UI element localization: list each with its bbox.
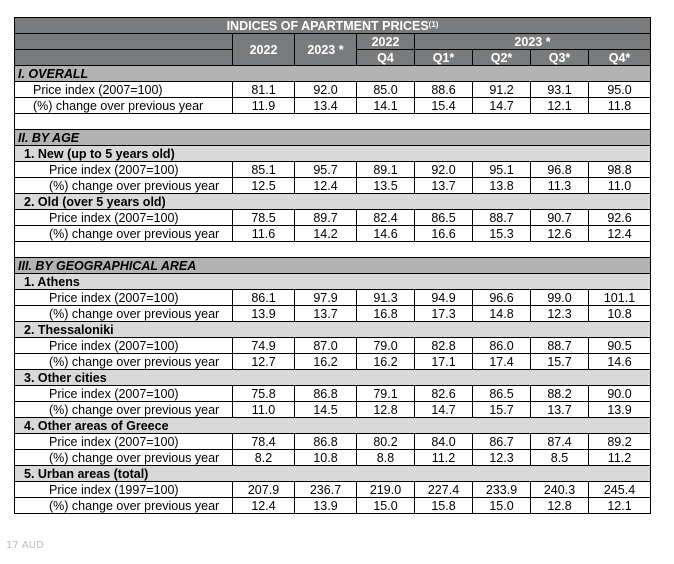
table-cell: 15.8 <box>415 498 473 514</box>
table-cell: 13.5 <box>357 178 415 194</box>
table-cell: 240.3 <box>531 482 589 498</box>
table-cell: 86.1 <box>233 290 295 306</box>
table-cell: 88.2 <box>531 386 589 402</box>
subgroup-label <box>15 274 651 290</box>
table-row <box>15 354 651 370</box>
table-cell: 93.1 <box>531 82 589 98</box>
col-q3-2023: Q3* <box>531 50 589 66</box>
table-cell: 12.5 <box>233 178 295 194</box>
table-cell: 14.5 <box>295 402 357 418</box>
row-label: Price index (1997=100) <box>15 482 233 498</box>
table-cell: 87.4 <box>531 434 589 450</box>
row-label: (%) change over previous year <box>15 498 233 514</box>
table-cell: 12.8 <box>357 402 415 418</box>
table-cell: 16.2 <box>295 354 357 370</box>
table-cell: 92.0 <box>415 162 473 178</box>
table-cell: 15.4 <box>415 98 473 114</box>
table-cell: 11.0 <box>589 178 651 194</box>
subgroup-label-text: 3. Other cities <box>24 370 107 385</box>
table-cell: 14.7 <box>415 402 473 418</box>
table-cell: 17.3 <box>415 306 473 322</box>
table-cell: 78.4 <box>233 434 295 450</box>
section-header <box>15 66 651 82</box>
table-row <box>15 450 651 466</box>
table-cell: 14.6 <box>357 226 415 242</box>
table-cell: 13.9 <box>589 402 651 418</box>
table-cell: 88.7 <box>531 338 589 354</box>
table-cell: 89.2 <box>589 434 651 450</box>
table-cell: 87.0 <box>295 338 357 354</box>
table-cell: 97.9 <box>295 290 357 306</box>
table-row <box>15 306 651 322</box>
table-cell: 90.7 <box>531 210 589 226</box>
subgroup-label-text: 4. Other areas of Greece <box>24 418 169 433</box>
col-2022: 2022 <box>233 34 295 66</box>
table-cell: 12.6 <box>531 226 589 242</box>
table-cell: 11.8 <box>589 98 651 114</box>
table-cell: 88.7 <box>473 210 531 226</box>
table-cell: 88.6 <box>415 82 473 98</box>
table-cell: 12.7 <box>233 354 295 370</box>
table-cell: 16.8 <box>357 306 415 322</box>
table-row <box>15 226 651 242</box>
table-cell: 91.2 <box>473 82 531 98</box>
table-row <box>15 402 651 418</box>
subgroup-header <box>15 418 651 434</box>
table-cell: 85.1 <box>233 162 295 178</box>
table-cell: 15.7 <box>531 354 589 370</box>
subgroup-header <box>15 194 651 210</box>
subgroup-label-text: 2. Old (over 5 years old) <box>24 194 166 209</box>
col-q1-2023: Q1* <box>415 50 473 66</box>
col-2023: 2023 * <box>295 34 357 66</box>
table-cell: 11.9 <box>233 98 295 114</box>
subgroup-header <box>15 274 651 290</box>
table-cell: 13.9 <box>295 498 357 514</box>
col-q4-2022: Q4 <box>357 50 415 66</box>
col-group-2022: 2022 <box>357 34 415 50</box>
table-cell: 78.5 <box>233 210 295 226</box>
col-group-2023: 2023 * <box>415 34 651 50</box>
table-cell: 17.1 <box>415 354 473 370</box>
table-cell: 90.5 <box>589 338 651 354</box>
table-cell: 8.5 <box>531 450 589 466</box>
section-header <box>15 130 651 146</box>
table-cell: 80.2 <box>357 434 415 450</box>
table-cell: 15.3 <box>473 226 531 242</box>
row-label: Price index (2007=100) <box>15 162 233 178</box>
table-cell: 8.2 <box>233 450 295 466</box>
section-spacer <box>15 242 651 258</box>
table-cell: 227.4 <box>415 482 473 498</box>
subgroup-label <box>15 466 651 482</box>
row-label: Price index (2007=100) <box>15 386 233 402</box>
table-row <box>15 290 651 306</box>
section-spacer <box>15 114 651 130</box>
subgroup-header <box>15 466 651 482</box>
header-row-1 <box>15 34 651 50</box>
table-cell: 13.7 <box>295 306 357 322</box>
table-cell: 16.6 <box>415 226 473 242</box>
subgroup-label-text: 5. Urban areas (total) <box>24 466 149 481</box>
table-row <box>15 434 651 450</box>
row-label: (%) change over previous year <box>15 306 233 322</box>
table-cell: 86.5 <box>415 210 473 226</box>
table-cell: 14.8 <box>473 306 531 322</box>
table-cell: 95.0 <box>589 82 651 98</box>
table-cell: 13.8 <box>473 178 531 194</box>
table-cell: 92.6 <box>589 210 651 226</box>
table-cell: 75.8 <box>233 386 295 402</box>
table-cell: 10.8 <box>589 306 651 322</box>
section-label: I. OVERALL <box>15 66 651 82</box>
table-cell: 11.2 <box>589 450 651 466</box>
table-cell: 13.9 <box>233 306 295 322</box>
table-title: INDICES OF APARTMENT PRICES$^{(1)}$ <box>15 18 651 34</box>
table-cell: 91.3 <box>357 290 415 306</box>
table-cell: 86.8 <box>295 434 357 450</box>
section-label: III. BY GEOGRAPHICAL AREA <box>15 258 651 274</box>
table-cell: 245.4 <box>589 482 651 498</box>
subgroup-header <box>15 146 651 162</box>
table-cell: 17.4 <box>473 354 531 370</box>
subgroup-header <box>15 370 651 386</box>
row-label: Price index (2007=100) <box>15 434 233 450</box>
subgroup-label <box>15 322 651 338</box>
table-cell: 13.4 <box>295 98 357 114</box>
table-cell: 207.9 <box>233 482 295 498</box>
table-cell: 94.9 <box>415 290 473 306</box>
table-row <box>15 338 651 354</box>
table-cell: 86.5 <box>473 386 531 402</box>
table-row <box>15 178 651 194</box>
table-cell: 14.1 <box>357 98 415 114</box>
table-cell: 12.1 <box>531 98 589 114</box>
table-row <box>15 82 651 98</box>
section-header <box>15 258 651 274</box>
table-cell: 14.2 <box>295 226 357 242</box>
table-cell: 99.0 <box>531 290 589 306</box>
table-row <box>15 162 651 178</box>
table-cell: 92.0 <box>295 82 357 98</box>
subgroup-label <box>15 370 651 386</box>
table-row <box>15 482 651 498</box>
table-cell: 81.1 <box>233 82 295 98</box>
row-label: Price index (2007=100) <box>15 290 233 306</box>
table-cell: 85.0 <box>357 82 415 98</box>
table-cell: 96.6 <box>473 290 531 306</box>
table-cell: 12.4 <box>233 498 295 514</box>
table-cell: 15.0 <box>473 498 531 514</box>
table-row <box>15 98 651 114</box>
col-q4-2023: Q4* <box>589 50 651 66</box>
subgroup-label-text: 1. Athens <box>24 274 80 289</box>
row-label: (%) change over previous year <box>15 178 233 194</box>
table-cell: 219.0 <box>357 482 415 498</box>
row-label: (%) change over previous year <box>15 450 233 466</box>
table-cell: 14.6 <box>589 354 651 370</box>
table-cell: 96.8 <box>531 162 589 178</box>
table-cell: 95.1 <box>473 162 531 178</box>
subgroup-label-text: 1. New (up to 5 years old) <box>24 146 175 161</box>
table-cell: 82.6 <box>415 386 473 402</box>
table-cell: 11.2 <box>415 450 473 466</box>
row-label: Price index (2007=100) <box>15 82 233 98</box>
table-cell: 86.8 <box>295 386 357 402</box>
table-cell: 82.8 <box>415 338 473 354</box>
table-cell: 11.3 <box>531 178 589 194</box>
table-row <box>15 386 651 402</box>
table-cell: 90.0 <box>589 386 651 402</box>
table-cell: 13.7 <box>415 178 473 194</box>
table-cell: 12.4 <box>295 178 357 194</box>
table-row <box>15 210 651 226</box>
subgroup-header <box>15 322 651 338</box>
table-cell: 8.8 <box>357 450 415 466</box>
table-cell: 84.0 <box>415 434 473 450</box>
table-cell: 89.1 <box>357 162 415 178</box>
table-cell: 74.9 <box>233 338 295 354</box>
table-cell: 15.0 <box>357 498 415 514</box>
subgroup-label <box>15 418 651 434</box>
table-cell: 12.4 <box>589 226 651 242</box>
table-cell: 236.7 <box>295 482 357 498</box>
row-label: (%) change over previous year <box>15 98 233 114</box>
subgroup-label-text: 2. Thessaloniki <box>24 322 114 337</box>
col-q2-2023: Q2* <box>473 50 531 66</box>
section-label: II. BY AGE <box>15 130 651 146</box>
table-cell: 11.0 <box>233 402 295 418</box>
table-cell: 12.3 <box>531 306 589 322</box>
subgroup-label <box>15 194 651 210</box>
table-cell: 86.0 <box>473 338 531 354</box>
row-label: (%) change over previous year <box>15 402 233 418</box>
row-label: (%) change over previous year <box>15 354 233 370</box>
table-cell: 10.8 <box>295 450 357 466</box>
table-cell: 16.2 <box>357 354 415 370</box>
row-label: (%) change over previous year <box>15 226 233 242</box>
table-cell: 11.6 <box>233 226 295 242</box>
table-cell: 82.4 <box>357 210 415 226</box>
table-row <box>15 498 651 514</box>
table-cell: 98.8 <box>589 162 651 178</box>
table-cell: 12.3 <box>473 450 531 466</box>
table-cell: 12.8 <box>531 498 589 514</box>
table-cell: 89.7 <box>295 210 357 226</box>
table-title-row <box>15 18 651 34</box>
table-cell: 101.1 <box>589 290 651 306</box>
subgroup-label <box>15 146 651 162</box>
row-label: Price index (2007=100) <box>15 210 233 226</box>
apartment-prices-table <box>14 17 651 514</box>
table-cell: 79.0 <box>357 338 415 354</box>
table-cell: 14.7 <box>473 98 531 114</box>
table-cell: 12.1 <box>589 498 651 514</box>
watermark: 17 AUD <box>6 540 44 551</box>
row-label: Price index (2007=100) <box>15 338 233 354</box>
table-cell: 95.7 <box>295 162 357 178</box>
table-cell: 15.7 <box>473 402 531 418</box>
table-cell: 86.7 <box>473 434 531 450</box>
title-footnote: (1) <box>428 19 439 29</box>
table-cell: 13.7 <box>531 402 589 418</box>
table-cell: 79.1 <box>357 386 415 402</box>
table-cell: 233.9 <box>473 482 531 498</box>
